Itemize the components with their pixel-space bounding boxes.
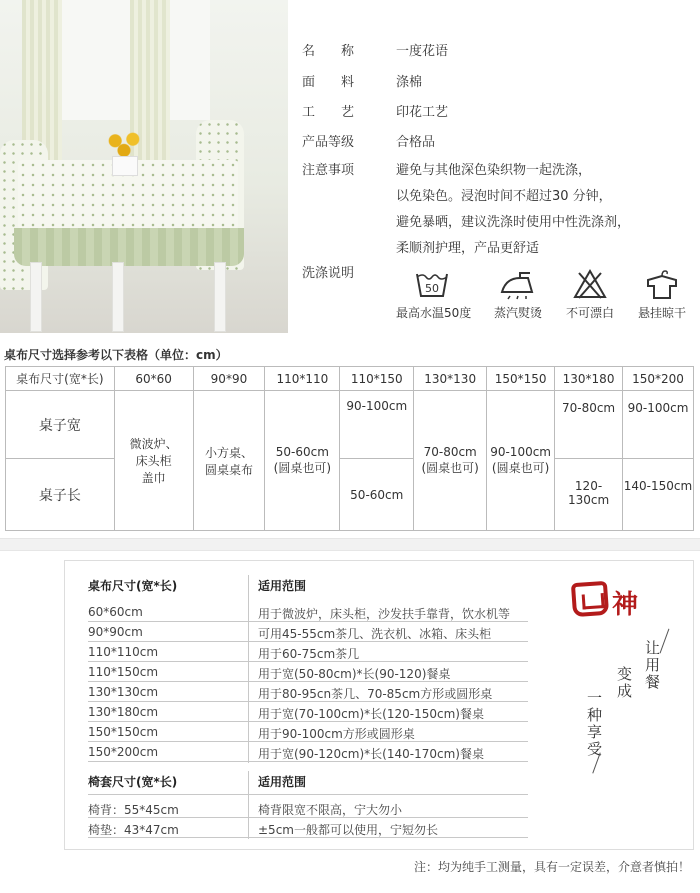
house-icon	[571, 581, 609, 617]
spec-value: 避免与其他深色染织物一起洗涤，	[396, 163, 592, 178]
cell-130-180-width: 70-80cm	[555, 391, 623, 459]
wash-label: 洗涤说明	[302, 266, 355, 281]
wash-caption: 蒸汽熨烫	[493, 306, 542, 320]
cell-130-180-length: 120-130cm	[555, 459, 623, 531]
wash-caption: 最高水温50度	[396, 306, 472, 320]
footnote: 注：均为纯手工测量，具有一定误差，介意者慎拍！	[413, 860, 690, 874]
product-photo	[0, 0, 288, 333]
header-cell: 110*110	[265, 367, 340, 391]
steam-iron-icon	[498, 268, 538, 300]
slogan-line: 让用餐	[643, 640, 661, 691]
wash-50-icon	[414, 268, 450, 300]
cell-line: (圆桌也可)	[273, 461, 332, 475]
cell-line: 90-100cm	[490, 445, 551, 459]
cell-130	[414, 391, 487, 531]
cell-line: (圆桌也可)	[421, 461, 479, 475]
cell-110	[265, 391, 340, 531]
notes-line: 柔顺剂护理，产品更舒适	[396, 241, 540, 256]
guide-row	[88, 703, 528, 722]
guide-header	[88, 575, 528, 597]
notes-line: 以免染色。浸泡时间不超过30 分钟，	[396, 189, 612, 204]
guide-size: 60*60cm	[88, 605, 143, 619]
spec-value: 印花工艺	[396, 105, 449, 120]
spec-value: 一度花语	[396, 44, 449, 59]
header-cell: 130*130	[414, 367, 487, 391]
slogan-line: 一种享受	[585, 690, 603, 758]
vase	[112, 156, 138, 176]
cell-line: 小方桌、	[204, 445, 253, 460]
slogan-line: 变成	[615, 666, 633, 700]
guide-use: 可用45-55cm茶几、洗衣机、冰箱、床头柜	[258, 627, 492, 641]
guide-use: 用于60-75cm茶几	[258, 647, 360, 661]
guide-row	[88, 819, 528, 838]
divider-band	[0, 538, 700, 551]
guide-row	[88, 643, 528, 662]
guide-row	[88, 723, 528, 742]
guide-head-cell: 桌布尺寸(宽*长)	[88, 579, 178, 593]
cell-line: 盖巾	[141, 471, 166, 485]
width-row	[6, 391, 694, 459]
guide-size: 90*90cm	[88, 625, 143, 639]
chair-leg	[30, 262, 42, 332]
header-cell: 110*150	[340, 367, 414, 391]
tablecloth-ruffle	[14, 228, 244, 266]
wash-caption: 悬挂晾干	[637, 306, 686, 320]
guide-head-cell: 椅套尺寸(宽*长)	[88, 775, 178, 789]
wash-item	[396, 268, 472, 321]
guide-head-cell: 适用范围	[258, 579, 307, 593]
cell-line: 圆桌桌布	[204, 462, 253, 477]
spec-value: 涤棉	[396, 75, 423, 90]
wash-temp: 50	[425, 282, 439, 295]
cell-line: 微波炉、	[129, 437, 178, 451]
guide-row	[88, 663, 528, 682]
notes-line: 避免暴晒，建议洗涤时使用中性洗涤剂，	[396, 215, 631, 230]
guide-row	[88, 603, 528, 622]
header-cell: 150*200	[623, 367, 694, 391]
guide-size: 150*150cm	[88, 725, 159, 739]
table-leg	[112, 262, 124, 332]
cell-60	[114, 391, 193, 531]
brand-logo	[572, 580, 664, 622]
guide-use: 用于微波炉，床头柜，沙发扶手靠背，饮水机等	[258, 607, 511, 621]
guide-size: 150*200cm	[88, 745, 159, 759]
guide-use: 用于80-95cn茶几、70-85cm方形或圆形桌	[258, 687, 493, 701]
row-label: 桌子长	[6, 459, 115, 531]
header-cell: 桌布尺寸(宽*长)	[6, 367, 115, 391]
cell-110-150-width: 90-100cm	[340, 391, 414, 459]
guide-size: 130*180cm	[88, 705, 159, 719]
cell-line: (圆桌也可)	[491, 461, 550, 475]
guide-size: 椅背：55*45cm	[88, 803, 179, 817]
cell-line: 70-80cm	[423, 445, 477, 459]
cell-line: 50-60cm	[275, 445, 329, 459]
column-divider	[248, 771, 249, 839]
spec-value: 合格品	[396, 135, 436, 150]
row-label: 桌子宽	[6, 391, 115, 459]
cell-line: 床头柜	[135, 454, 172, 468]
guide-head-cell: 适用范围	[258, 775, 307, 789]
guide-use: 用于宽(70-100cm)*长(120-150cm)餐桌	[258, 707, 484, 721]
guide-row	[88, 623, 528, 642]
header-cell: 90*90	[193, 367, 265, 391]
guide-use: 用于宽(90-120cm)*长(140-170cm)餐桌	[258, 747, 484, 761]
wash-icons	[396, 268, 696, 338]
guide-row	[88, 743, 528, 762]
no-bleach-icon	[572, 268, 608, 300]
guide-size: 130*130cm	[88, 685, 159, 699]
cell-90	[193, 391, 265, 531]
guide-size: 椅垫：43*47cm	[88, 823, 179, 837]
spec-key: 名 称	[302, 44, 355, 59]
guide-use: 用于宽(50-80cm)*长(90-120)餐桌	[258, 667, 451, 681]
guide-row	[88, 799, 528, 818]
cell-150-200-width: 90-100cm	[623, 391, 694, 459]
brand-name: 神	[612, 590, 639, 620]
hang-dry-icon	[644, 268, 680, 300]
guide-use: 用于90-100cm方形或圆形桌	[258, 727, 415, 741]
guide-use: ±5cm一般都可以使用，宁短勿长	[258, 823, 438, 837]
spec-key: 工 艺	[302, 105, 355, 120]
guide-use: 椅背限宽不限高，宁大勿小	[258, 803, 403, 817]
header-cell: 150*150	[487, 367, 555, 391]
wash-item	[482, 268, 554, 321]
cell-150-200-length: 140-150cm	[623, 459, 694, 531]
guide-size: 110*150cm	[88, 665, 159, 679]
column-divider	[248, 575, 249, 763]
guide-size: 110*110cm	[88, 645, 159, 659]
header-cell: 60*60	[114, 367, 193, 391]
chair-header	[88, 771, 528, 795]
header-row	[6, 367, 694, 391]
wash-item	[554, 268, 626, 321]
cell-110-150-length: 50-60cm	[340, 459, 414, 531]
guide-row	[88, 683, 528, 702]
size-table-title: 桌布尺寸选择参考以下表格（单位：cm）	[4, 348, 228, 362]
header-cell: 130*180	[555, 367, 623, 391]
spec-key: 面 料	[302, 75, 355, 90]
wash-caption: 不可漂白	[565, 306, 614, 320]
spec-key: 注意事项	[302, 163, 355, 178]
chair-leg	[214, 262, 226, 332]
size-table	[5, 366, 694, 531]
wash-item	[626, 268, 698, 321]
length-row	[6, 459, 694, 531]
cell-150	[487, 391, 555, 531]
spec-key: 产品等级	[302, 135, 355, 150]
